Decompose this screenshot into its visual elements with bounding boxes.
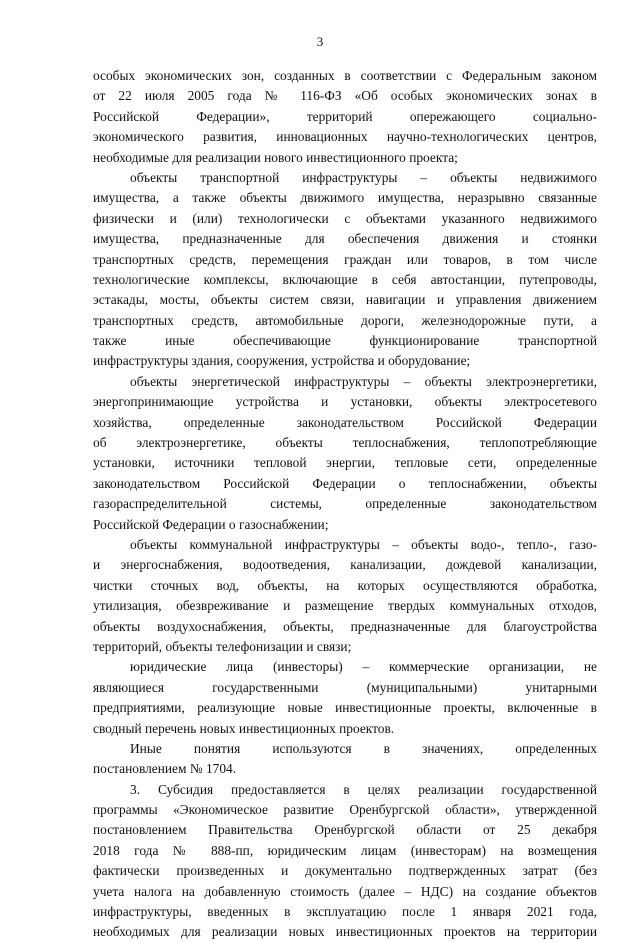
text-line: объекты энергетической инфраструктуры – объекты электроэнергетики, (130, 373, 597, 389)
text-line: физически и (или) технологически с объектами указанного недвижимого (93, 210, 597, 226)
text-line: объекты коммунальной инфраструктуры – объекты водо-, тепло-, газо- (130, 536, 597, 552)
text-line: 3. Субсидия предоставляется в целях реализации государственной (130, 781, 597, 797)
text-line: территорий, объекты телефонизации и связи; (93, 638, 352, 654)
text-line: юридические лица (инвесторы) – коммерческие организации, не (130, 659, 597, 675)
document-body (93, 66, 597, 943)
text-line: и энергоснабжения, водоотведения, канализации, дождевой канализации, (93, 557, 597, 573)
text-line: технологические комплексы, включающие в себя автостанции, путепроводы, (93, 271, 597, 287)
text-line: экономического развития, инновационных научно-технологических центров, (93, 129, 597, 145)
text-line: инфраструктуры здания, сооружения, устройства и оборудование; (93, 353, 471, 369)
text-line: фактически произведенных и документально подтвержденных затрат (без (93, 863, 597, 879)
text-line: имущества, предназначенные для обеспечения движения и стоянки (93, 231, 597, 247)
text-line: необходимых для реализации новых инвестиционных проектов на территории (93, 924, 597, 940)
text-line: эстакады, мосты, объекты систем связи, навигации и управления движением (93, 292, 597, 308)
page-number: 3 (316, 34, 324, 49)
text-line: Российской Федерации о газоснабжении; (93, 516, 329, 532)
text-line: транспортных средств, автомобильные дороги, железнодорожные пути, а (93, 312, 597, 328)
text-line: 2018 года № 888-пп, юридическим лицам (инвесторам) на возмещения (93, 842, 597, 858)
text-line: об электроэнергетике, объекты теплоснабжения, теплопотребляющие (93, 435, 597, 451)
text-line: чистки сточных вод, объекты, на которых осуществляются обработка, (93, 577, 597, 593)
text-line: энергопринимающие устройства и установки, объекты электросетевого (93, 394, 597, 410)
text-line: учета налога на добавленную стоимость (далее – НДС) на создание объектов (93, 883, 597, 899)
text-line: программы «Экономическое развитие Оренбургской области», утвержденной (93, 802, 597, 818)
text-line: от 22 июля 2005 года № 116-ФЗ «Об особых экономических зонах в (93, 88, 597, 104)
text-line: объекты транспортной инфраструктуры – объекты недвижимого (130, 169, 597, 185)
text-line: постановлением № 1704. (93, 761, 237, 777)
text-line: необходимые для реализации нового инвестиционного проекта; (93, 149, 458, 165)
text-line: инфраструктуры, введенных в эксплуатацию после 1 января 2021 года, (93, 904, 597, 920)
text-line: также иные обеспечивающие функционирование транспортной (93, 333, 597, 349)
text-line: Иные понятия используются в значениях, определенных (130, 740, 597, 756)
text-line: газораспределительной системы, определенные законодательством (93, 496, 597, 512)
text-line: сводный перечень новых инвестиционных проектов. (93, 720, 395, 736)
text-line: имущества, а также объекты движимого имущества, неразрывно связанные (93, 190, 597, 206)
text-line: объекты воздухоснабжения, объекты, предназначенные для благоустройства (93, 618, 597, 634)
text-line: Российской Федерации», территорий опережающего социально- (93, 108, 597, 124)
text-line: утилизация, обезвреживание и размещение твердых коммунальных отходов, (93, 598, 597, 614)
text-line: установки, источники тепловой энергии, тепловые сети, определенные (93, 455, 597, 471)
text-line: хозяйства, определенные законодательством Российской Федерации (93, 414, 597, 430)
text-line: законодательством Российской Федерации о теплоснабжении, объекты (93, 475, 597, 491)
text-line: предприятиями, реализующие новые инвестиционные проекты, включенные в (93, 700, 597, 716)
text-line: транспортных средств, перемещения граждан или товаров, в том числе (93, 251, 597, 267)
text-line: постановлением Правительства Оренбургской области от 25 декабря (93, 822, 597, 838)
text-line: особых экономических зон, созданных в соответствии с Федеральным законом (93, 68, 597, 83)
text-line: являющиеся государственными (муниципальными) унитарными (93, 679, 597, 695)
